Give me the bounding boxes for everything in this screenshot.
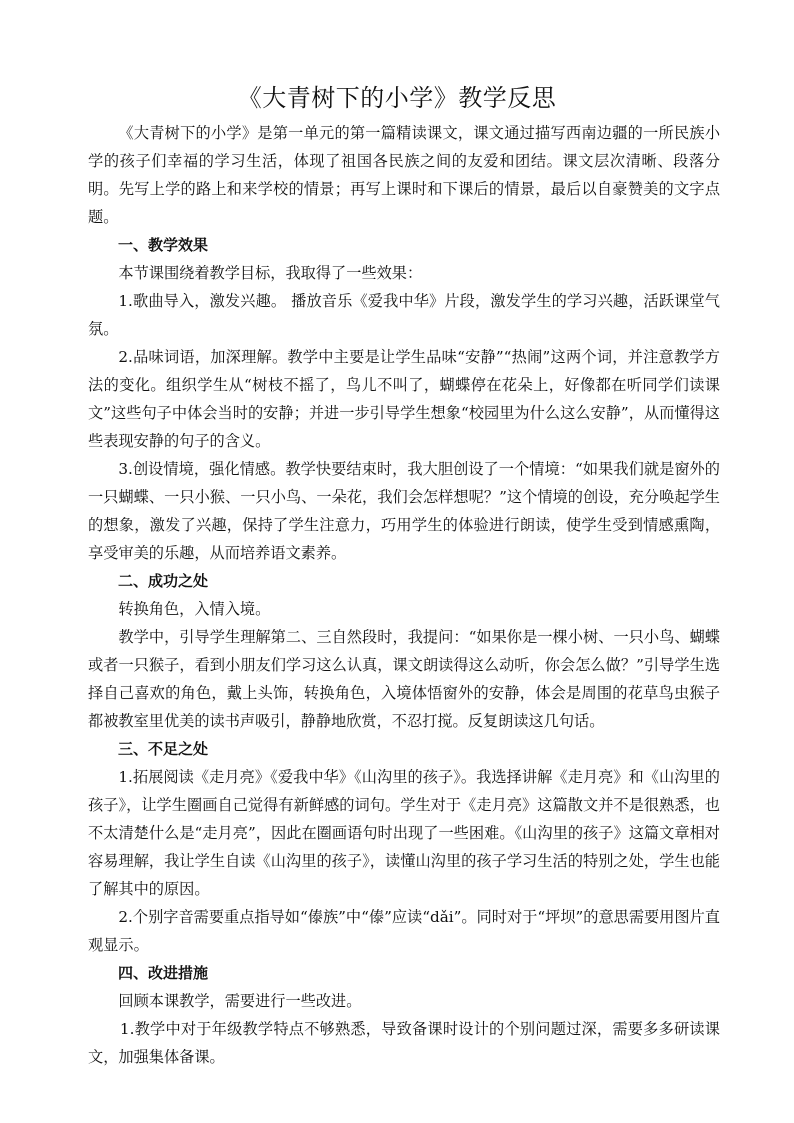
intro-paragraph: 《大青树下的小学》是第一单元的第一篇精读课文，课文通过描写西南边疆的一所民族小学的孩子们幸福的学习生活，体现了祖国各民族之间的友爱和团结。课文层次清晰、段落分明。先写上学的路上和来学校的情景；再写上课时和下课后的情景，最后以自豪赞美的文字点题。: [88, 124, 720, 226]
paragraph: 本节课围绕着教学目标，我取得了一些效果：: [118, 264, 423, 282]
list-item: 1.教学中对于年级教学特点不够熟悉，导致备课时设计的个别问题过深，需要多多研读课文，加强集体备课。: [88, 1020, 720, 1066]
section-heading-improvements: 四、改进措施: [118, 964, 209, 982]
section-heading-teaching-effect: 一、教学效果: [118, 236, 209, 254]
list-item: 2.个别字音需要重点指导如“傣族”中“傣”应读“dǎi”。同时对于“坪坝”的意思需要用图片直观显示。: [88, 908, 720, 954]
section-heading-success: 二、成功之处: [118, 572, 209, 590]
list-item: 1.歌曲导入，激发兴趣。 播放音乐《爱我中华》片段，激发学生的学习兴趣，活跃课堂气氛。: [88, 292, 720, 338]
list-item: 1.拓展阅读《走月亮》《爱我中华》《山沟里的孩子》。我选择讲解《走月亮》和《山沟里的孩子》，让学生圈画自己觉得有新鲜感的词句。学生对于《走月亮》这篇散文并不是很熟悉，也不太清楚什么是“走月亮”，因此在圈画语句时出现了一些困难。《山沟里的孩子》这篇文章相对容易理解，我让学生自读《山沟里的孩子》，读懂山沟里的孩子学习生活的特别之处，学生也能了解其中的原因。: [88, 768, 720, 898]
document-body: [88, 119, 720, 1071]
list-item: 3.创设情境，强化情感。教学快要结束时，我大胆创设了一个情境：“如果我们就是窗外的一只蝴蝶、一只小猴、一只小鸟、一朵花，我们会怎样想呢？”这个情境的创设，充分唤起学生的想象，激发了兴趣，保持了学生注意力，巧用学生的体验进行朗读，使学生受到情感熏陶，享受审美的乐趣，从而培养语文素养。: [88, 460, 720, 562]
paragraph: 回顾本课教学，需要进行一些改进。: [118, 992, 362, 1010]
list-item: 2.品味词语，加深理解。教学中主要是让学生品味“安静”“热闹”这两个词，并注意教学方法的变化。组织学生从“树枝不摇了，鸟儿不叫了，蝴蝶停在花朵上，好像都在听同学们读课文”这些句子中体会当时的安静；并进一步引导学生想象“校园里为什么这么安静”，从而懂得这些表现安静的句子的含义。: [88, 348, 720, 450]
paragraph: 转换角色，入情入境。: [118, 600, 271, 618]
section-heading-shortcomings: 三、不足之处: [118, 740, 209, 758]
document-title: 《大青树下的小学》教学反思: [237, 84, 557, 112]
paragraph: 教学中，引导学生理解第二、三自然段时，我提问：“如果你是一棵小树、一只小鸟、蝴蝶或者一只猴子，看到小朋友们学习这么认真，课文朗读得这么动听，你会怎么做？”引导学生选择自己喜欢的角色，戴上头饰，转换角色，入境体悟窗外的安静，体会是周围的花草鸟虫猴子都被教室里优美的读书声吸引，静静地欣赏，不忍打搅。反复朗读这几句话。: [88, 628, 720, 730]
